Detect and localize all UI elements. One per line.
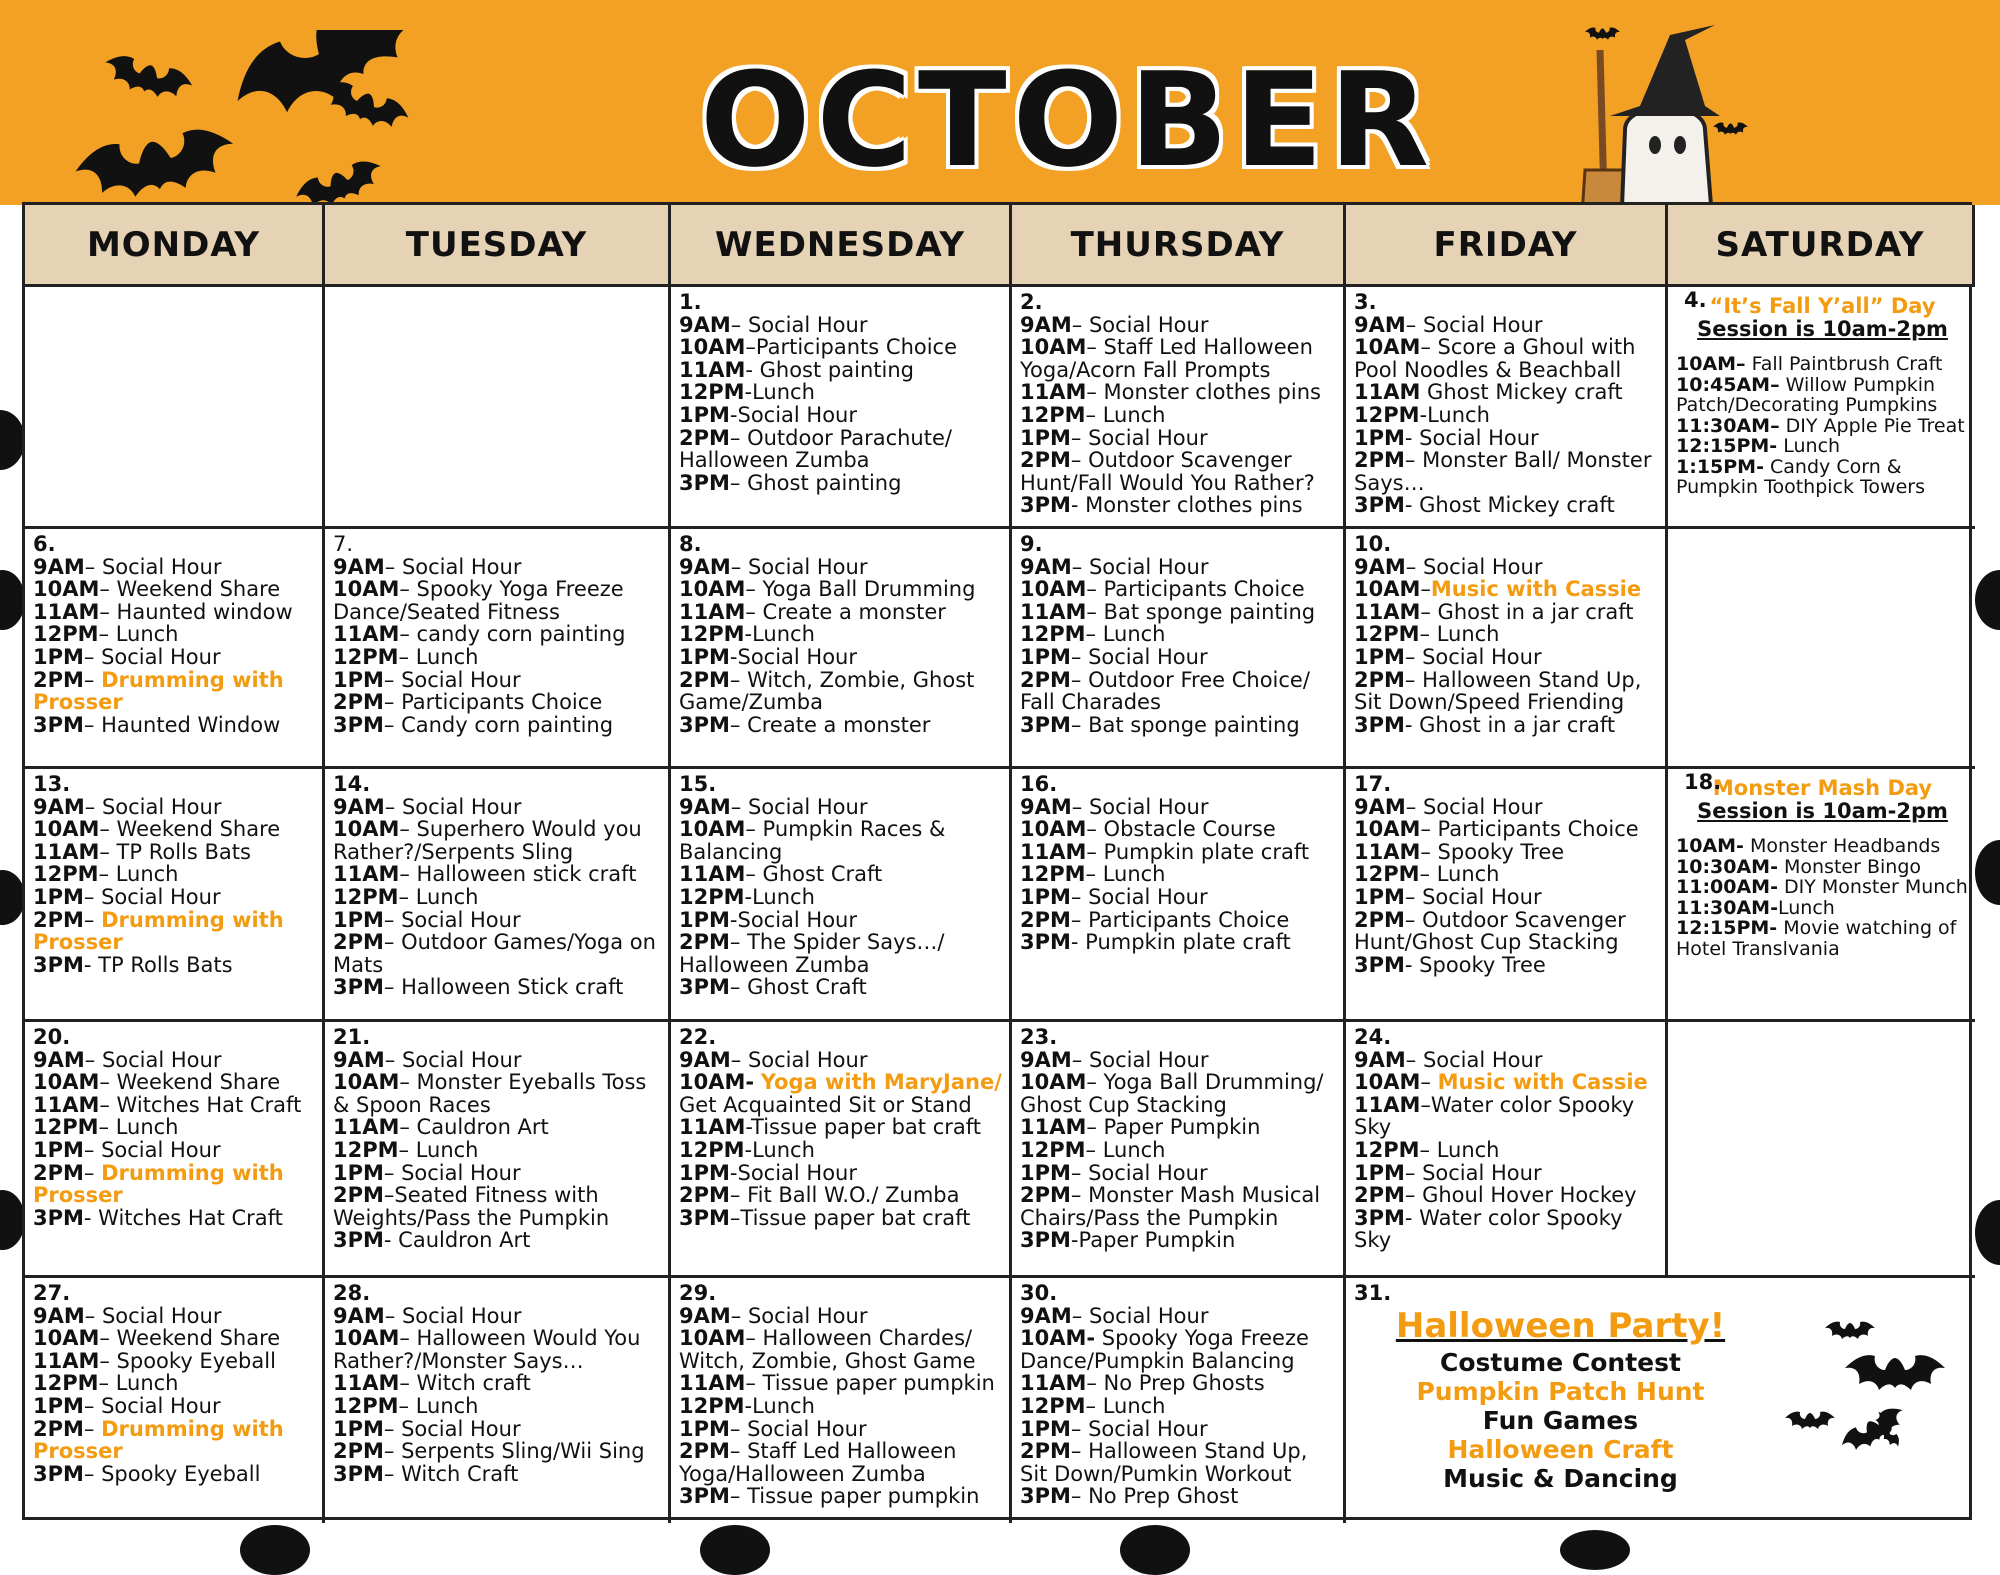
activity-item: 3PM– Haunted Window — [33, 712, 281, 737]
activity-item: 9AM– Social Hour — [1354, 312, 1543, 337]
activity-item: 2PM– Participants Choice — [333, 690, 603, 715]
day-number: 23. — [1020, 1025, 1058, 1049]
activity-item: 2PM–Seated Fitness with Weights/Pass the Pumpkin — [333, 1183, 610, 1230]
activity-item: 10AM– Weekend Share — [33, 1326, 281, 1351]
activity-item: 9AM– Social Hour — [333, 1303, 522, 1328]
activity-item: 3PM- Spooky Tree — [1354, 952, 1546, 977]
activity-item: 9AM– Social Hour — [333, 794, 522, 819]
activity-item: 10AM– Weekend Share — [33, 817, 281, 842]
activity-item: 9AM– Social Hour — [679, 1047, 868, 1072]
activity-item: 9AM– Social Hour — [1354, 794, 1543, 819]
party-item: Fun Games — [1482, 1406, 1639, 1435]
activity-item: 9AM– Social Hour — [33, 1303, 222, 1328]
activity-item: 11AM– Bat sponge painting — [1020, 599, 1316, 624]
day-cell-thu — [1012, 769, 1346, 1022]
activity-item: 12PM– Lunch — [333, 1393, 479, 1418]
activity-item: 12PM– Lunch — [1020, 1393, 1166, 1418]
day-cell-tue — [325, 1278, 671, 1523]
polka-dot — [1120, 1525, 1190, 1575]
activity-item: 3PM– Bat sponge painting — [1020, 712, 1300, 737]
polka-dot — [1975, 1200, 2000, 1265]
activity-item: 3PM- Water color Spooky Sky — [1354, 1205, 1623, 1253]
activity-item: 11AM– Tissue paper pumpkin — [679, 1371, 995, 1396]
activity-item: 12PM– Lunch — [1020, 622, 1166, 647]
activity-item: 10AM– Fall Paintbrush Craft — [1676, 353, 1943, 376]
activity-item: 2PM– Serpents Sling/Wii Sing — [333, 1439, 645, 1464]
activity-item: 12PM-Lunch — [679, 380, 815, 405]
party-bats-icon — [1785, 1308, 1965, 1488]
activity-item: 12PM– Lunch — [33, 622, 179, 647]
activity-item: 1PM– Social Hour — [333, 667, 521, 692]
day-cell-mon — [25, 769, 325, 1022]
activity-item: 2PM– Drumming with Prosser — [33, 1416, 284, 1464]
day-number: 18. — [1684, 770, 1722, 794]
activity-item: 1PM– Social Hour — [1020, 884, 1208, 909]
activity-item: 10AM– Superhero Would you Rather?/Serpents Sling — [333, 817, 642, 864]
activity-item: 1PM– Social Hour — [1020, 425, 1208, 450]
day-cell-fri — [1346, 1022, 1668, 1278]
activity-item: 2PM– Monster Ball/ Monster Says… — [1354, 448, 1652, 495]
day-cell-fri — [1346, 1278, 1975, 1523]
special-activity: Drumming with Prosser — [33, 667, 284, 715]
activity-item: 3PM– Create a monster — [679, 712, 931, 737]
theme-day-title: Monster Mash Day — [1712, 776, 1933, 800]
day-cell-mon — [25, 1022, 325, 1278]
activity-item: 9AM– Social Hour — [333, 554, 522, 579]
day-number: 27. — [33, 1281, 71, 1305]
activity-item: 11AM– TP Rolls Bats — [33, 839, 251, 864]
activity-item: 11AM– Create a monster — [679, 599, 946, 624]
activity-item: 10AM– Participants Choice — [1020, 577, 1305, 602]
activity-item: 12PM– Lunch — [1354, 862, 1500, 887]
activity-item: 10:45AM– Willow Pumpkin Patch/Decorating Pumpkins — [1676, 373, 1938, 417]
activity-item: 2PM– Monster Mash Musical Chairs/Pass the Pumpkin — [1020, 1183, 1321, 1230]
day-number: 29. — [679, 1281, 717, 1305]
activity-item: 1PM- Social Hour — [1354, 425, 1539, 450]
day-number: 21. — [333, 1025, 371, 1049]
party-title: Halloween Party! — [1395, 1306, 1726, 1346]
activity-item: 1PM– Social Hour — [1354, 884, 1542, 909]
activity-item: 9AM– Social Hour — [33, 794, 222, 819]
activity-item: 10AM– Weekend Share — [33, 577, 281, 602]
activity-item: 9AM– Social Hour — [333, 1047, 522, 1072]
activity-item: 3PM– Ghost Craft — [679, 975, 867, 1000]
day-number: 6. — [33, 532, 56, 556]
calendar-grid — [22, 202, 1972, 1520]
day-cell-wed — [671, 1278, 1012, 1523]
activity-item: 1PM– Social Hour — [33, 1137, 221, 1162]
special-activity: Drumming with Prosser — [33, 907, 284, 955]
activity-item: 2PM– Outdoor Parachute/ Halloween Zumba — [679, 425, 952, 473]
activity-item: 10AM- Yoga with MaryJane/ Get Acquainted Sit or Stand — [679, 1070, 1002, 1117]
activity-item: 11AM– Haunted window — [33, 599, 293, 624]
activity-item: 11AM– Paper Pumpkin — [1020, 1115, 1261, 1140]
activity-item: 12PM-Lunch — [679, 1393, 815, 1418]
day-cell-sat — [1668, 287, 1975, 529]
activity-item: 10AM– Halloween Would You Rather?/Monster Says… — [333, 1326, 641, 1373]
activity-item: 10AM– Participants Choice — [1354, 817, 1639, 842]
activity-item: 1PM– Social Hour — [1020, 644, 1208, 669]
activity-item: 3PM– Witch Craft — [333, 1461, 519, 1486]
activity-item: 11AM–Water color Spooky Sky — [1354, 1092, 1635, 1140]
activity-item: 2PM– Staff Led Halloween Yoga/Halloween Zumba — [679, 1439, 957, 1486]
polka-dot — [1975, 570, 2000, 630]
activity-item: 10AM– Music with Cassie — [1354, 1070, 1648, 1095]
day-cell-thu — [1012, 1278, 1346, 1523]
activity-item: 9AM– Social Hour — [33, 1047, 222, 1072]
activity-item: 2PM– Outdoor Scavenger Hunt/Ghost Cup Stacking — [1354, 907, 1626, 955]
activity-item: 11:30AM-Lunch — [1676, 896, 1835, 919]
special-activity: Drumming with Prosser — [33, 1160, 284, 1208]
activity-item: 12:15PM- Lunch — [1676, 435, 1841, 458]
polka-dot — [1560, 1530, 1630, 1570]
activity-item: 1PM– Social Hour — [1354, 1160, 1542, 1185]
activity-item: 3PM- Ghost Mickey craft — [1354, 493, 1615, 518]
activity-item: 1PM– Social Hour — [1354, 644, 1542, 669]
activity-item: 11AM– Ghost Craft — [679, 862, 883, 887]
activity-item: 9AM– Social Hour — [679, 312, 868, 337]
activity-item: 1PM– Social Hour — [333, 907, 521, 932]
activity-item: 12PM– Lunch — [1354, 622, 1500, 647]
activity-item: 3PM– Halloween Stick craft — [333, 975, 624, 1000]
day-number: 7. — [333, 532, 354, 556]
day-cell-sat — [1668, 769, 1975, 1022]
activity-item: 10AM– Spooky Yoga Freeze Dance/Seated Fitness — [333, 577, 624, 624]
activity-item: 2PM– Outdoor Games/Yoga on Mats — [333, 930, 656, 977]
activity-item: 9AM– Social Hour — [1020, 312, 1209, 337]
activity-item: 11AM– Halloween stick craft — [333, 862, 637, 887]
activity-item: 2PM– Witch, Zombie, Ghost Game/Zumba — [679, 667, 975, 715]
activity-item: 11AM- Ghost painting — [679, 357, 914, 382]
day-number: 30. — [1020, 1281, 1058, 1305]
day-number: 28. — [333, 1281, 371, 1305]
activity-item: 3PM- TP Rolls Bats — [33, 952, 233, 977]
day-header-thursday: THURSDAY — [1012, 205, 1346, 287]
activity-item: 11AM– Ghost in a jar craft — [1354, 599, 1634, 624]
activity-item: 3PM- Witches Hat Craft — [33, 1205, 283, 1230]
activity-item: 10AM- Spooky Yoga Freeze Dance/Pumpkin Balancing — [1020, 1326, 1309, 1373]
day-cell-fri — [1346, 529, 1668, 769]
activity-item: 12PM– Lunch — [33, 1115, 179, 1140]
activity-item: 2PM– Participants Choice — [1020, 907, 1290, 932]
day-header-wednesday: WEDNESDAY — [671, 205, 1012, 287]
day-cell-tue — [325, 1022, 671, 1278]
activity-item: 11:00AM- DIY Monster Munch — [1676, 876, 1968, 899]
day-cell-fri — [1346, 769, 1668, 1022]
special-activity: Music with Cassie — [1437, 1070, 1648, 1095]
theme-day-title: “It’s Fall Y’all” Day — [1709, 294, 1936, 318]
activity-item: 11AM– Spooky Eyeball — [33, 1348, 276, 1373]
activity-item: 12PM– Lunch — [33, 1371, 179, 1396]
activity-item: 9AM– Social Hour — [1020, 1047, 1209, 1072]
activity-item: 11AM– Pumpkin plate craft — [1020, 839, 1310, 864]
activity-item: 1PM-Social Hour — [679, 644, 858, 669]
day-cell-wed — [671, 1022, 1012, 1278]
activity-item: 11AM– Spooky Tree — [1354, 839, 1565, 864]
day-number: 4. — [1684, 288, 1707, 312]
activity-item: 10AM– Obstacle Course — [1020, 817, 1276, 842]
page-title: OCTOBER — [700, 44, 1436, 196]
day-number: 31. — [1354, 1281, 1392, 1305]
activity-item: 9AM– Social Hour — [679, 794, 868, 819]
activity-item: 2PM– Drumming with Prosser — [33, 907, 284, 955]
activity-item: 2PM– Drumming with Prosser — [33, 667, 284, 715]
activity-item: 12PM– Lunch — [1354, 1137, 1500, 1162]
day-cell-tue — [325, 769, 671, 1022]
day-cell-fri — [1346, 287, 1668, 529]
day-cell-mon — [25, 287, 325, 529]
activity-item: 2PM– Drumming with Prosser — [33, 1160, 284, 1208]
day-number: 20. — [33, 1025, 71, 1049]
day-number: 24. — [1354, 1025, 1392, 1049]
day-number: 2. — [1020, 290, 1043, 314]
party-item: Music & Dancing — [1443, 1464, 1678, 1493]
day-number: 3. — [1354, 290, 1377, 314]
party-item: Halloween Craft — [1447, 1435, 1674, 1464]
day-cell-thu — [1012, 287, 1346, 529]
day-number: 17. — [1354, 772, 1392, 796]
activity-item: 9AM– Social Hour — [1354, 1047, 1543, 1072]
activity-item: 11AM– Monster clothes pins — [1020, 380, 1321, 405]
activity-item: 2PM– Outdoor Free Choice/ Fall Charades — [1020, 667, 1310, 715]
day-cell-mon — [25, 529, 325, 769]
day-number: 8. — [679, 532, 702, 556]
day-cell-tue — [325, 287, 671, 529]
day-header-friday: FRIDAY — [1346, 205, 1668, 287]
day-number: 14. — [333, 772, 371, 796]
activity-item: 9AM– Social Hour — [679, 554, 868, 579]
activity-item: 10AM– Staff Led Halloween Yoga/Acorn Fall Prompts — [1020, 335, 1313, 382]
party-item: Costume Contest — [1440, 1348, 1681, 1377]
session-hours: Session is 10am-2pm — [1697, 798, 1948, 823]
activity-item: 10AM– Monster Eyeballs Toss & Spoon Races — [333, 1070, 647, 1117]
activity-item: 3PM– Ghost painting — [679, 470, 902, 495]
activity-item: 12PM-Lunch — [679, 1137, 815, 1162]
activity-item: 2PM– Halloween Stand Up, Sit Down/Pumkin Workout — [1020, 1439, 1308, 1486]
activity-item: 10AM– Yoga Ball Drumming/ Ghost Cup Stacking — [1020, 1070, 1324, 1117]
activity-item: 1PM– Social Hour — [1020, 1160, 1208, 1185]
day-number: 9. — [1020, 532, 1043, 556]
activity-item: 9AM– Social Hour — [1020, 554, 1209, 579]
special-activity: Yoga with MaryJane/ — [760, 1070, 1002, 1095]
day-cell-sat — [1668, 1022, 1975, 1278]
activity-item: 12PM– Lunch — [33, 862, 179, 887]
activity-item: 9AM– Social Hour — [1020, 1303, 1209, 1328]
activity-item: 1:15PM- Candy Corn & Pumpkin Toothpick Towers — [1676, 455, 1925, 499]
day-cell-wed — [671, 529, 1012, 769]
day-number: 10. — [1354, 532, 1392, 556]
activity-item: 11AM– Witches Hat Craft — [33, 1092, 302, 1117]
day-number: 22. — [679, 1025, 717, 1049]
day-number: 13. — [33, 772, 71, 796]
bats-cluster-icon — [60, 30, 430, 230]
activity-item: 2PM– Halloween Stand Up, Sit Down/Speed Friending — [1354, 667, 1642, 715]
activity-item: 1PM– Social Hour — [1020, 1416, 1208, 1441]
activity-item: 1PM-Social Hour — [679, 907, 858, 932]
activity-item: 3PM- Pumpkin plate craft — [1020, 930, 1291, 955]
activity-item: 3PM- Ghost in a jar craft — [1354, 712, 1616, 737]
activity-item: 3PM– Tissue paper pumpkin — [679, 1484, 980, 1509]
activity-item: 1PM-Social Hour — [679, 402, 858, 427]
activity-item: 11AM– Witch craft — [333, 1371, 531, 1396]
activity-item: 12PM– Lunch — [333, 884, 479, 909]
activity-item: 10AM- Monster Headbands — [1676, 835, 1941, 858]
activity-item: 12PM– Lunch — [1020, 862, 1166, 887]
activity-item: 12PM– Lunch — [333, 644, 479, 669]
activity-item: 1PM– Social Hour — [33, 884, 221, 909]
session-hours: Session is 10am-2pm — [1697, 316, 1948, 341]
day-cell-thu — [1012, 1022, 1346, 1278]
day-cell-wed — [671, 287, 1012, 529]
activity-item: 10AM– Score a Ghoul with Pool Noodles & Beachball — [1354, 335, 1636, 382]
special-activity: Music with Cassie — [1430, 577, 1642, 602]
activity-item: 9AM– Social Hour — [1020, 794, 1209, 819]
polka-dot — [240, 1525, 310, 1575]
activity-item: 9AM– Social Hour — [1354, 554, 1543, 579]
activity-item: 3PM-Paper Pumpkin — [1020, 1228, 1236, 1253]
day-number: 1. — [679, 290, 702, 314]
day-header-monday: MONDAY — [25, 205, 325, 287]
activity-item: 12PM-Lunch — [1354, 402, 1490, 427]
activity-item: 2PM– Fit Ball W.O./ Zumba — [679, 1183, 960, 1208]
activity-item: 9AM– Social Hour — [679, 1303, 868, 1328]
activity-item: 3PM– Spooky Eyeball — [33, 1461, 261, 1486]
activity-item: 3PM–Tissue paper bat craft — [679, 1205, 971, 1230]
activity-item: 2PM– Ghoul Hover Hockey — [1354, 1183, 1637, 1208]
day-number: 15. — [679, 772, 717, 796]
activity-item: 11AM-Tissue paper bat craft — [679, 1115, 981, 1140]
activity-item: 3PM– No Prep Ghost — [1020, 1484, 1239, 1509]
activity-item: 10AM–Participants Choice — [679, 335, 958, 360]
activity-item: 12PM-Lunch — [679, 622, 815, 647]
activity-item: 1PM– Social Hour — [333, 1160, 521, 1185]
activity-item: 9AM– Social Hour — [33, 554, 222, 579]
day-cell-sat — [1668, 529, 1975, 769]
activity-item: 12:15PM- Movie watching of Hotel Translvania — [1676, 917, 1957, 960]
day-cell-thu — [1012, 529, 1346, 769]
polka-dot — [1975, 840, 2000, 905]
activity-item: 12PM– Lunch — [333, 1137, 479, 1162]
day-header-tuesday: TUESDAY — [325, 205, 671, 287]
day-cell-tue — [325, 529, 671, 769]
activity-item: 10:30AM- Monster Bingo — [1676, 855, 1922, 878]
activity-item: 3PM- Monster clothes pins — [1020, 493, 1303, 518]
activity-item: 1PM-Social Hour — [679, 1160, 858, 1185]
activity-item: 10AM–Music with Cassie — [1354, 577, 1642, 602]
day-header-saturday: SATURDAY — [1668, 205, 1975, 287]
activity-item: 11:30AM– DIY Apple Pie Treat — [1676, 414, 1965, 437]
activity-item: 1PM– Social Hour — [333, 1416, 521, 1441]
activity-item: 12PM– Lunch — [1020, 402, 1166, 427]
day-cell-mon — [25, 1278, 325, 1523]
activity-item: 12PM-Lunch — [679, 884, 815, 909]
special-activity: Drumming with Prosser — [33, 1416, 284, 1464]
day-cell-wed — [671, 769, 1012, 1022]
activity-item: 1PM– Social Hour — [33, 644, 221, 669]
activity-item: 10AM– Pumpkin Races & Balancing — [679, 817, 946, 864]
activity-item: 1PM– Social Hour — [33, 1393, 221, 1418]
day-number: 16. — [1020, 772, 1058, 796]
activity-item: 11AM– Cauldron Art — [333, 1115, 549, 1140]
activity-item: 3PM- Cauldron Art — [333, 1228, 531, 1253]
activity-item: 10AM– Halloween Chardes/ Witch, Zombie, Ghost Game — [679, 1326, 976, 1373]
polka-dot — [700, 1525, 770, 1575]
activity-item: 11AM– No Prep Ghosts — [1020, 1371, 1265, 1396]
activity-item: 2PM– Outdoor Scavenger Hunt/Fall Would You Rather? — [1020, 448, 1315, 495]
halloween-party-block — [1346, 1304, 1775, 1493]
activity-item: 11AM– candy corn painting — [333, 622, 626, 647]
activity-item: 12PM– Lunch — [1020, 1137, 1166, 1162]
activity-item: 2PM– The Spider Says…/ Halloween Zumba — [679, 930, 945, 977]
activity-item: 3PM– Candy corn painting — [333, 712, 614, 737]
activity-item: 1PM– Social Hour — [679, 1416, 867, 1441]
activity-item: 10AM– Yoga Ball Drumming — [679, 577, 976, 602]
activity-item: 10AM– Weekend Share — [33, 1070, 281, 1095]
activity-item: 11AM Ghost Mickey craft — [1354, 380, 1623, 405]
party-item: Pumpkin Patch Hunt — [1416, 1377, 1705, 1406]
